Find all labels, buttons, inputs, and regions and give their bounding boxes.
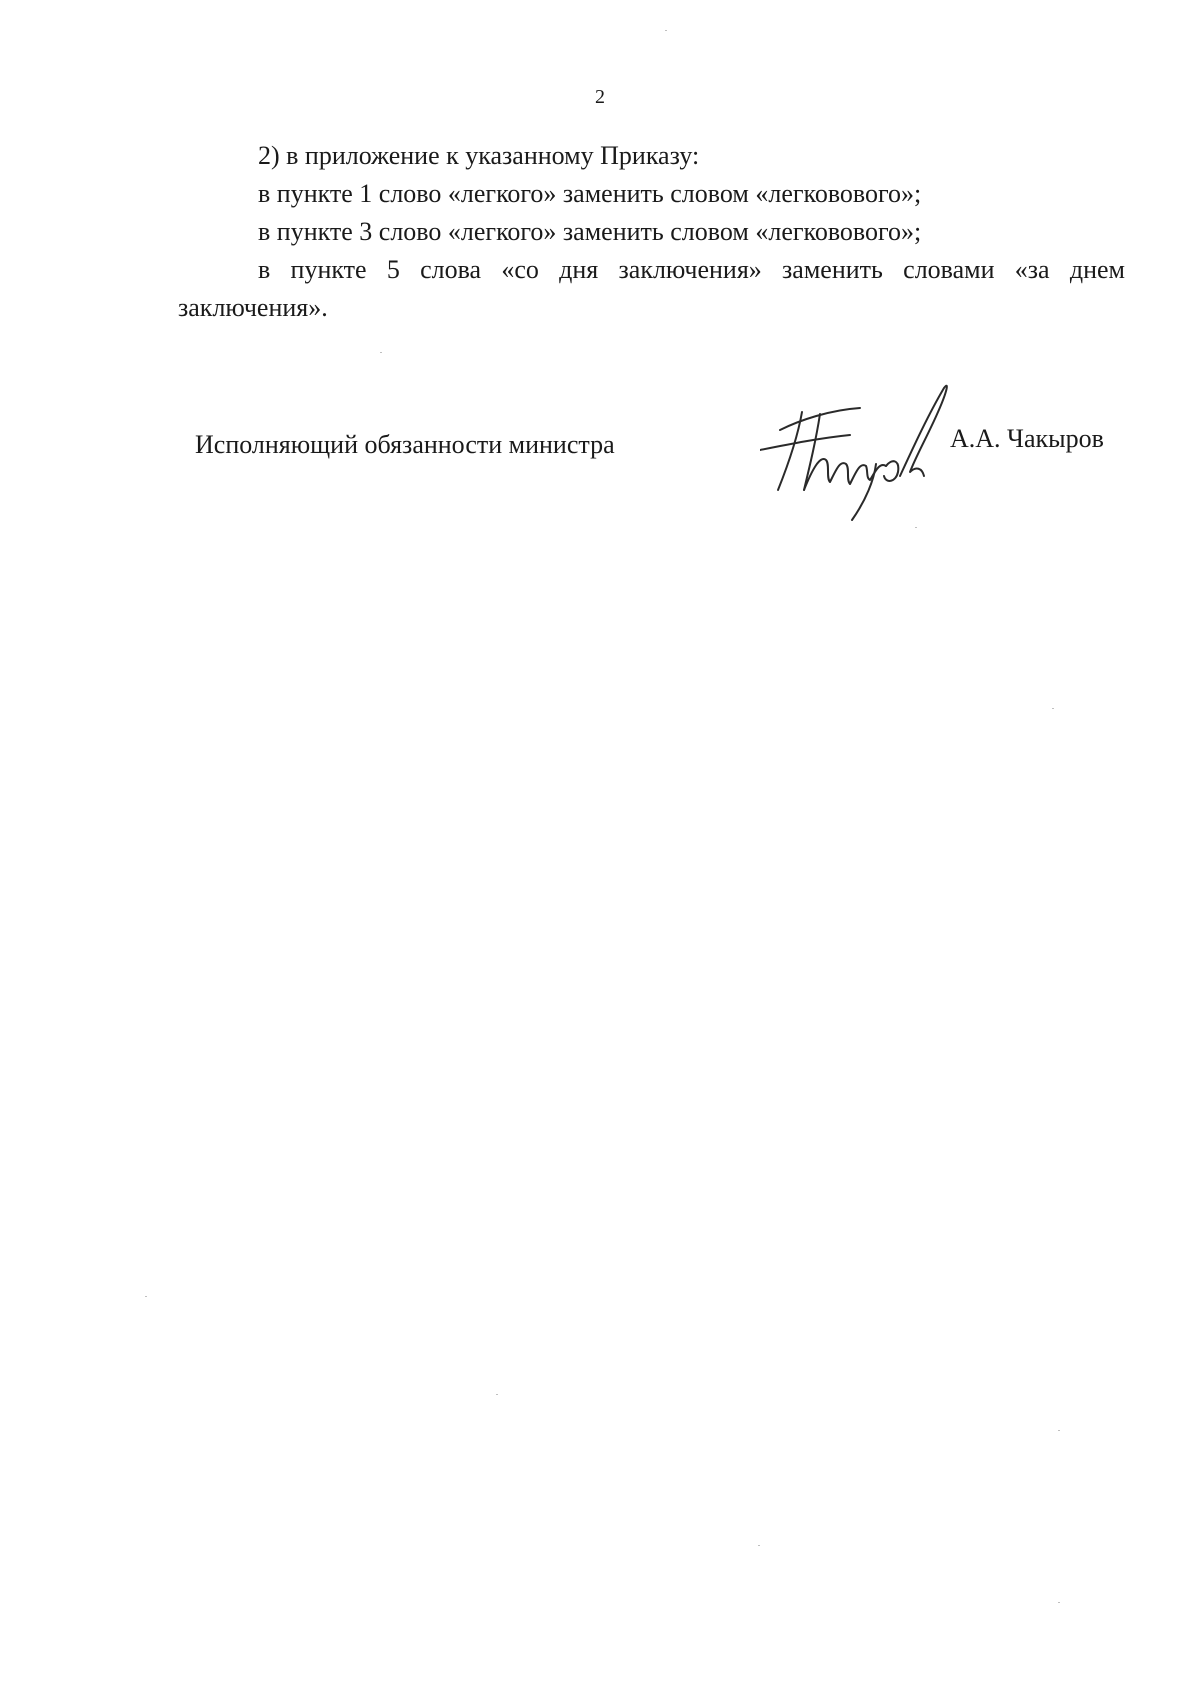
body-line: в пункте 3 слово «легкого» заменить словом «легковового»;: [258, 217, 922, 246]
scan-speck: [1052, 708, 1054, 709]
scan-speck: [145, 1296, 147, 1297]
signer-title: Исполняющий обязанности министра: [195, 430, 615, 459]
scan-speck: [496, 1394, 498, 1395]
page-number: 2: [595, 86, 605, 108]
scan-speck: [665, 30, 667, 31]
signature-block: [0, 420, 1200, 540]
signer-name: А.А. Чакыров: [950, 424, 1104, 453]
body-line: в пункте 5 слова «со дня заключения» заменить словами «за днем: [258, 255, 1125, 284]
scan-speck: [1058, 1602, 1060, 1603]
document-body: [178, 137, 1125, 327]
scan-speck: [915, 527, 917, 528]
scan-speck: [1058, 1430, 1060, 1431]
handwritten-signature: [760, 380, 960, 525]
scan-speck: [758, 1545, 760, 1546]
body-line: заключения».: [178, 293, 328, 322]
scan-speck: [380, 352, 382, 353]
body-line: 2) в приложение к указанному Приказу:: [258, 141, 700, 170]
body-line: в пункте 1 слово «легкого» заменить словом «легковового»;: [258, 179, 922, 208]
